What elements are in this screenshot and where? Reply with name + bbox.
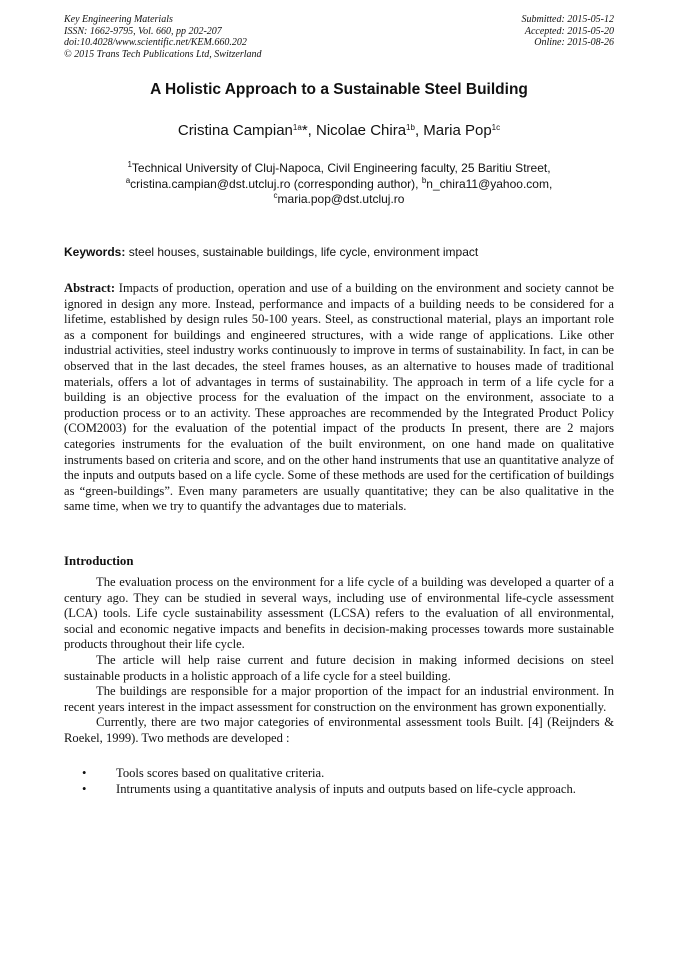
- section-heading-introduction: Introduction: [64, 554, 134, 568]
- author-name: Nicolae Chira: [316, 122, 407, 139]
- submitted-date: Submitted: 2015-05-12: [521, 14, 614, 25]
- paragraph: The evaluation process on the environment for a life cycle of a building was developed a quarter of a century ago. They can be studied in several ways, including use of environmental life-cycle assessment (LCA) tools. Life cycle sustainability assessment (LCSA) refers to the evaluation of all environmental, social and economic negative impacts and benefits in decision-making processes towards more sustainable products throughout their life cycle.: [64, 575, 614, 652]
- keywords: [64, 245, 614, 259]
- paper-title: A Holistic Approach to a Sustainable Steel Building: [150, 81, 528, 98]
- introduction-body: [64, 575, 614, 747]
- header-journal-info: [64, 14, 262, 60]
- email-a[interactable]: cristina.campian@dst.utcluj.ro (corresponding author),: [130, 176, 422, 191]
- bullet-icon: •: [82, 766, 87, 780]
- author-name: Cristina Campian: [177, 122, 293, 139]
- affiliation-line: [0, 161, 678, 177]
- doi: doi:10.4028/www.scientific.net/KEM.660.202: [64, 37, 247, 48]
- author-sep: *,: [301, 122, 316, 139]
- author-name: Maria Pop: [423, 122, 492, 139]
- author-sup: 1c: [491, 123, 501, 132]
- list-item: [64, 766, 614, 782]
- email-sup: b: [421, 175, 427, 185]
- email-line: [0, 177, 678, 193]
- affiliation-block: [0, 161, 678, 208]
- issn: ISSN: 1662-9795, Vol. 660, pp 202-207: [64, 25, 222, 37]
- online-date: Online: 2015-08-26: [534, 37, 614, 48]
- paragraph: The buildings are responsible for a major proportion of the impact for an industrial environment. In recent years interest in the impact assessment for construction on the environment has grown exponentially.: [64, 684, 614, 714]
- email-line: [0, 192, 678, 208]
- header-dates: [522, 14, 615, 49]
- affiliation-text: Technical University of Cluj-Napoca, Civil Engineering faculty, 25 Baritiu Street,: [131, 161, 551, 175]
- abstract-text: Impacts of production, operation and use of a building on the environment and society cannot be ignored in design any more. Instead, performance and impacts of a building needs to be considered for a lifetime, established by design rules 50-100 years. Steel, as constructional material, plays an important role as a component for buildings and engineered structures, with a wide range of applications. Like other industrial activities, steel industry works continuously to improve in terms of sustainability. In fact, in can be observed that in the last decades, the steel frames houses, as an alternative to houses made of traditional materials, offers a lot of advantages in terms of sustainability. The approach in term of a life cycle for a building is an objective process for the evaluation of the impact on the environment, associate to a production process or to an activity. These approaches are recommended by the Integrated Product Policy (COM2003) for the evaluation of the potential impact of the products In present, there are 2 majors categories instruments for the evaluation of the built environment, on one hand made on qualitative instruments based on criteria and score, and on the other hand instruments that use an quantitative analyze of the inputs and outputs based on a life cycle. Some of these methods are used for the certification of buildings as “green-buildings”. Even many parameters are usually quantitative; they can be also qualitative in the same time, when we try to quantify the advantages due to materials.: [64, 281, 614, 514]
- abstract-label: Abstract:: [64, 281, 116, 295]
- author-sup: 1a: [292, 123, 302, 132]
- list-item-text: Tools scores based on qualitative criteria.: [116, 766, 325, 780]
- author-sep: ,: [414, 122, 424, 139]
- keywords-text: steel houses, sustainable buildings, life cycle, environment impact: [125, 245, 479, 259]
- author-sup: 1b: [406, 123, 415, 132]
- email-sup: a: [125, 175, 131, 185]
- abstract: [64, 281, 614, 515]
- list-item-text: Intruments using a quantitative analysis of inputs and outputs based on life-cycle approach.: [116, 781, 576, 796]
- accepted-date: Accepted: 2015-05-20: [524, 25, 614, 37]
- bullet-icon: •: [82, 781, 87, 796]
- paragraph: The article will help raise current and future decision in making informed decisions on steel sustainable products in a holistic approach of a life cycle for a steel building.: [64, 652, 614, 683]
- email-c[interactable]: maria.pop@dst.utcluj.ro: [277, 192, 405, 206]
- copyright: © 2015 Trans Tech Publications Ltd, Switzerland: [64, 48, 262, 60]
- email-b[interactable]: n_chira11@yahoo.com,: [426, 176, 553, 191]
- author-list: [0, 122, 678, 139]
- paragraph: Currently, there are two major categories of environmental assessment tools Built. [4] (Reijnders & Roekel, 1999). Two methods are developed :: [64, 715, 614, 745]
- keywords-label: Keywords:: [64, 245, 126, 259]
- journal-name: Key Engineering Materials: [64, 14, 173, 25]
- affil-sup: 1: [127, 160, 132, 169]
- email-sup: c: [273, 191, 278, 200]
- list-item: [64, 782, 614, 798]
- bullet-list: [64, 766, 614, 797]
